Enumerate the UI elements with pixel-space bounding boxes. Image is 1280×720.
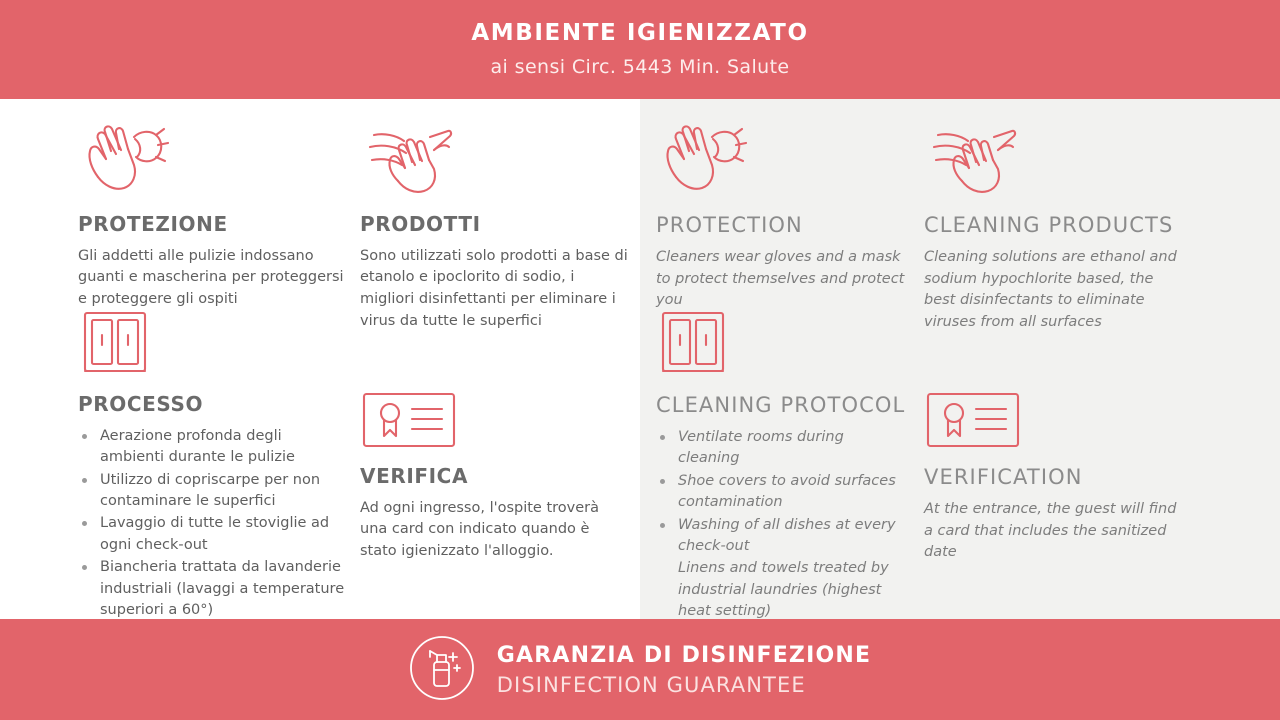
section-prodotti xyxy=(360,107,650,333)
section-text: At the entrance, the guest will find a card that includes the sanitized date xyxy=(924,500,1177,561)
footer-title-it: GARANZIA DI DISINFEZIONE xyxy=(496,642,872,668)
content-area xyxy=(0,99,1280,619)
list-item: Utilizzo di copriscarpe per non contaminare le superfici xyxy=(78,470,350,513)
section-text: Ad ogni ingresso, l'ospite troverà una card con indicato quando è stato igienizzato l'alloggio. xyxy=(360,499,600,560)
section-text: Cleaners wear gloves and a mask to protect themselves and protect you xyxy=(656,248,905,309)
spray-bottle-sparkle-icon xyxy=(409,635,475,705)
gloved-hand-with-mask-icon xyxy=(656,107,936,199)
section-products-en xyxy=(924,107,1214,334)
section-protection-en xyxy=(656,107,936,312)
section-heading: CLEANING PROTOCOL xyxy=(656,393,906,417)
open-window-icon xyxy=(656,299,941,379)
section-heading: PROCESSO xyxy=(78,392,204,416)
footer-text xyxy=(497,643,871,697)
certificate-card-icon xyxy=(924,371,1214,451)
section-protezione xyxy=(78,107,368,311)
gloved-hand-with-mask-icon xyxy=(78,107,368,199)
hand-wiping-cloth-icon xyxy=(924,107,1214,199)
section-heading: PROTECTION xyxy=(656,213,803,237)
list-item: Aerazione profonda degli ambienti durante le pulizie xyxy=(78,426,350,469)
protocol-list xyxy=(656,427,906,623)
section-processo xyxy=(78,299,378,623)
english-panel xyxy=(640,99,1280,619)
hand-wiping-cloth-icon xyxy=(360,107,650,199)
page-subtitle: ai sensi Circ. 5443 Min. Salute xyxy=(490,55,790,78)
list-item: Linens and towels treated by industrial laundries (highest heat setting) xyxy=(678,560,889,620)
section-text: Cleaning solutions are ethanol and sodium hypochlorite based, the best disinfectants to eliminate viruses from all surfaces xyxy=(924,248,1177,331)
process-list xyxy=(78,426,350,622)
section-heading: PRODOTTI xyxy=(360,212,481,236)
section-verification-en xyxy=(924,371,1214,564)
list-item: Shoe covers to avoid surfaces contamination xyxy=(656,471,906,514)
section-heading: VERIFICA xyxy=(360,464,469,488)
section-heading: VERIFICATION xyxy=(924,465,1083,489)
section-heading: PROTEZIONE xyxy=(78,212,228,236)
open-window-icon xyxy=(78,299,378,379)
footer-title-en: DISINFECTION GUARANTEE xyxy=(496,672,806,697)
list-item: Lavaggio di tutte le stoviglie ad ogni check-out xyxy=(78,513,350,556)
list-item: Ventilate rooms during cleaning xyxy=(656,427,906,470)
list-item: Washing of all dishes at every check-out xyxy=(656,515,906,558)
list-item: Biancheria trattata da lavanderie industriali (lavaggi a temperature superiori a 60°) xyxy=(78,557,350,621)
section-text: Sono utilizzati solo prodotti a base di etanolo e ipoclorito di sodio, i migliori disinfettanti per eliminare i virus da tutte le superfici xyxy=(360,247,628,329)
footer-banner xyxy=(0,619,1280,720)
header-banner xyxy=(0,0,1280,99)
section-verifica xyxy=(360,371,650,563)
page-title: AMBIENTE IGIENIZZATO xyxy=(471,20,809,47)
certificate-card-icon xyxy=(360,371,650,451)
section-heading: CLEANING PRODUCTS xyxy=(924,213,1174,237)
section-protocol-en xyxy=(656,299,941,624)
section-text: Gli addetti alle pulizie indossano guanti e mascherina per proteggersi e proteggere gli ospiti xyxy=(78,247,344,308)
italian-panel xyxy=(0,99,640,619)
